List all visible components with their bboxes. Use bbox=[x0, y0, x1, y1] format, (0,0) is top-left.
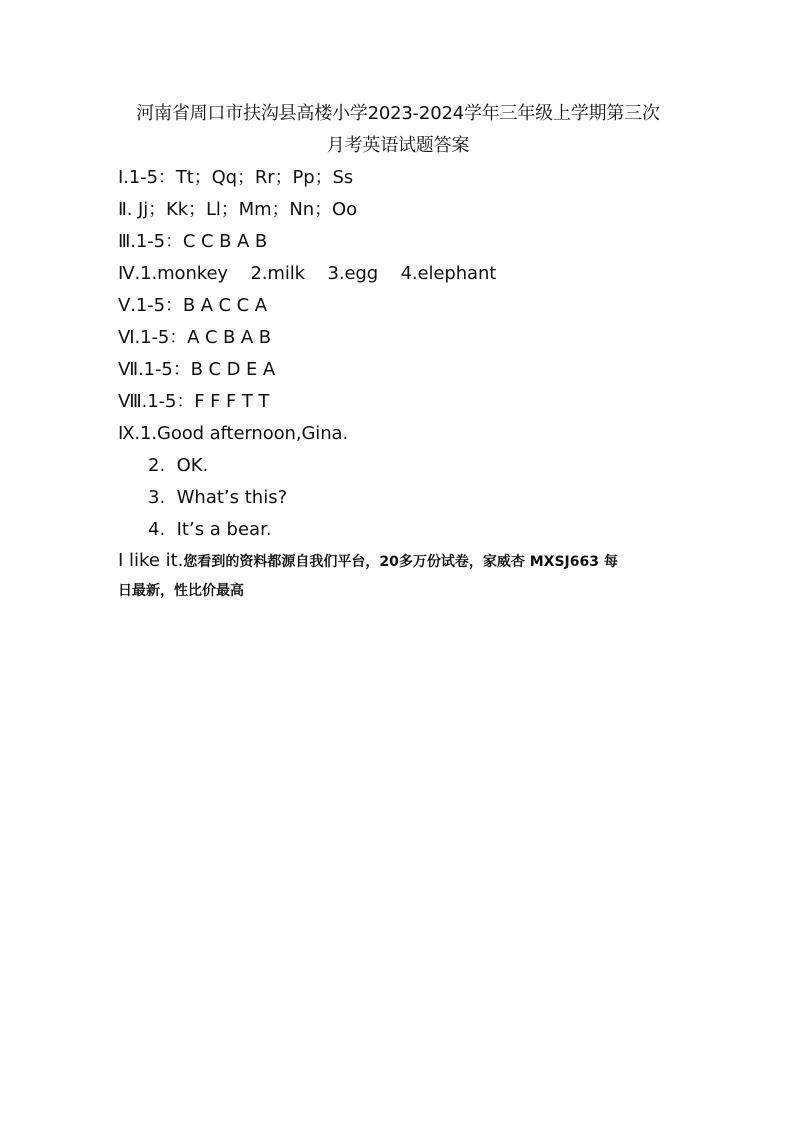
answer-section-2: Ⅱ. Jj；Kk；Ll；Mm；Nn；Oo bbox=[118, 199, 357, 220]
answer-section-6: Ⅵ.1-5：A C B A B bbox=[118, 327, 272, 348]
footer-lead: I like it. bbox=[118, 550, 184, 571]
answer-section-3: Ⅲ.1-5：C C B A B bbox=[118, 231, 268, 252]
answer-section-9-item-4: 4. It’s a bear. bbox=[148, 519, 272, 540]
footer-line-1 bbox=[118, 551, 678, 572]
document-title-line-1: 河南省周口市扶沟县高楼小学2023-2024学年三年级上学期第三次 bbox=[136, 103, 660, 124]
footer-line-2 bbox=[118, 581, 678, 601]
footer-text-1: 您看到的资料都源自我们平台，20多万份试卷，家威杏 MXSJ663 每 bbox=[183, 554, 618, 570]
answer-section-9: Ⅸ.1.Good afternoon,Gina. bbox=[118, 423, 349, 444]
answer-section-7: Ⅶ.1-5：B C D E A bbox=[118, 359, 276, 380]
answer-section-4: Ⅳ.1.monkey 2.milk 3.egg 4.elephant bbox=[118, 263, 497, 284]
answer-section-9-item-2: 2. OK. bbox=[148, 455, 209, 476]
answer-section-9-item-3: 3. What’s this? bbox=[148, 487, 288, 508]
answer-section-5: Ⅴ.1-5：B A C C A bbox=[118, 295, 267, 316]
footer-text-2: 日最新，性比价最高 bbox=[118, 583, 244, 599]
answer-section-8: Ⅷ.1-5：F F F T T bbox=[118, 391, 270, 412]
answer-section-1: Ⅰ.1-5：Tt；Qq；Rr；Pp；Ss bbox=[118, 167, 354, 188]
document-title-line-2: 月考英语试题答案 bbox=[326, 135, 470, 156]
